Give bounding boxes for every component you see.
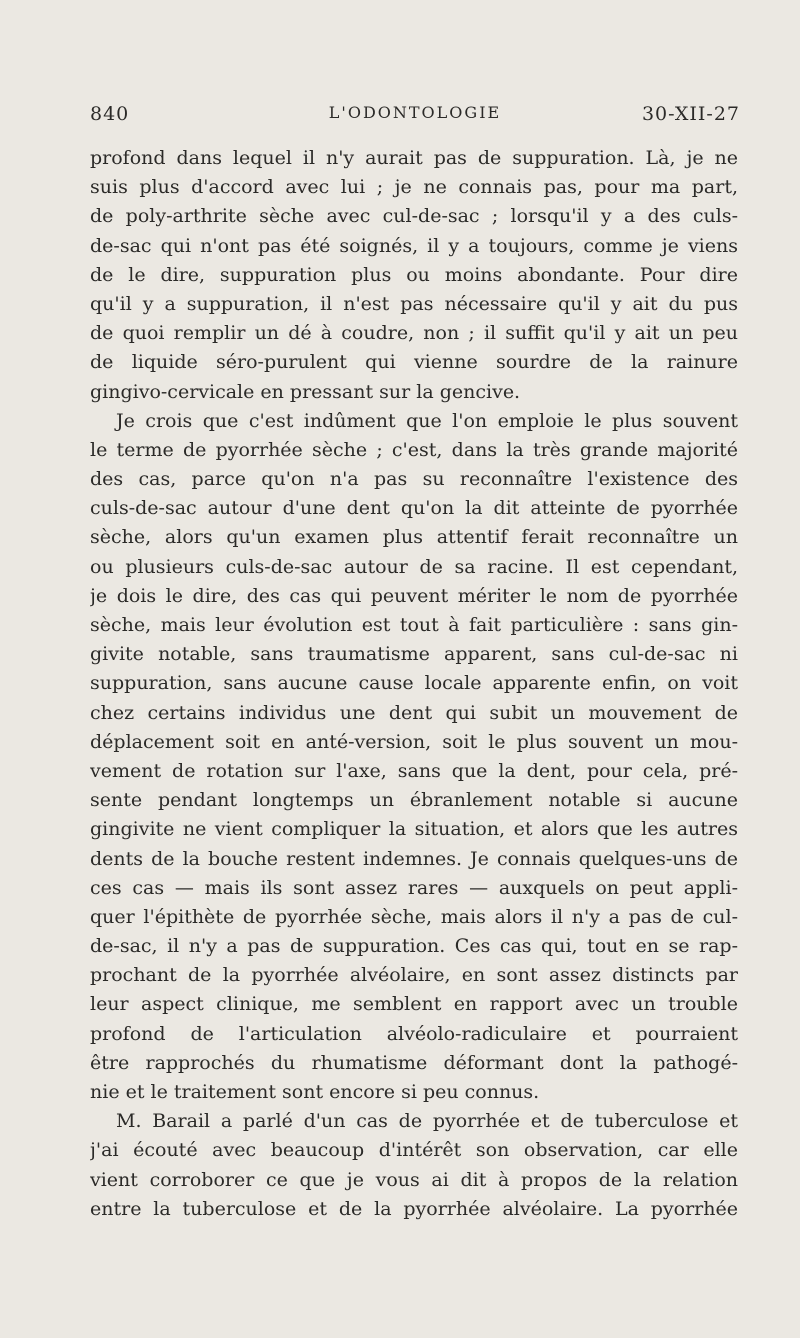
text-line: de-sac, il n'y a pas de suppuration. Ces cas qui, tout en se rap- — [90, 935, 738, 958]
text-line: givite notable, sans traumatisme apparent, sans cul-de-sac ni — [90, 643, 738, 666]
text-line: chez certains individus une dent qui subit un mouvement de — [90, 701, 738, 724]
text-line: de le dire, suppuration plus ou moins abondante. Pour dire — [90, 263, 738, 286]
body-text — [90, 144, 738, 1224]
text-line: le terme de pyorrhée sèche ; c'est, dans la très grande majorité — [90, 438, 738, 461]
text-line: dents de la bouche restent indemnes. Je connais quelques-uns de — [90, 847, 738, 870]
text-line: vement de rotation sur l'axe, sans que la dent, pour cela, pré- — [90, 759, 738, 782]
text-line: sèche, alors qu'un examen plus attentif ferait reconnaître un — [90, 526, 738, 549]
text-line: être rapprochés du rhumatisme déformant dont la pathogé- — [90, 1051, 738, 1074]
text-line: sèche, mais leur évolution est tout à fait particulière : sans gin- — [90, 614, 738, 636]
text-line: déplacement soit en anté-version, soit le plus souvent un mou- — [90, 730, 738, 753]
text-line: de poly-arthrite sèche avec cul-de-sac ; lorsqu'il y a des culs- — [90, 205, 738, 228]
text-line: des cas, parce qu'on n'a pas su reconnaître l'existence des — [90, 468, 738, 491]
text-line: de quoi remplir un dé à coudre, non ; il suffit qu'il y ait un peu — [90, 322, 738, 345]
text-line: leur aspect clinique, me semblent en rapport avec un trouble — [90, 993, 738, 1016]
journal-title: L'ODONTOLOGIE — [328, 103, 502, 122]
text-line: prochant de la pyorrhée alvéolaire, en sont assez distincts par — [90, 964, 738, 987]
text-line: de-sac qui n'ont pas été soignés, il y a toujours, comme je viens — [90, 234, 738, 257]
text-line: Je crois que c'est indûment que l'on emploie le plus souvent — [116, 409, 738, 432]
text-line: nie et le traitement sont encore si peu connus. — [90, 1081, 540, 1103]
text-line: gingivite ne vient compliquer la situation, et alors que les autres — [90, 818, 738, 841]
text-line: culs-de-sac autour d'une dent qu'on la dit atteinte de pyorrhée — [90, 497, 738, 520]
text-line: ces cas — mais ils sont assez rares — auxquels on peut appli- — [90, 876, 738, 899]
text-line: sente pendant longtemps un ébranlement notable si aucune — [90, 789, 738, 812]
text-line: quer l'épithète de pyorrhée sèche, mais alors il n'y a pas de cul- — [90, 905, 738, 928]
text-line: vient corroborer ce que je vous ai dit à propos de la relation — [90, 1168, 738, 1191]
text-line: suppuration, sans aucune cause locale apparente enfin, on voit — [90, 672, 738, 695]
page-number: 840 — [90, 103, 130, 125]
text-line: suis plus d'accord avec lui ; je ne connais pas, pour ma part, — [90, 176, 738, 199]
text-line: ou plusieurs culs-de-sac autour de sa racine. Il est cependant, — [90, 555, 738, 578]
text-line: entre la tuberculose et de la pyorrhée alvéolaire. La pyorrhée — [90, 1197, 738, 1220]
running-header — [90, 103, 740, 131]
text-line: profond de l'articulation alvéolo-radiculaire et pourraient — [90, 1022, 738, 1045]
text-line: de liquide séro-purulent qui vienne sourdre de la rainure — [90, 351, 738, 374]
text-line: j'ai écouté avec beaucoup d'intérêt son observation, car elle — [90, 1139, 738, 1162]
issue-date: 30-XII-27 — [641, 103, 740, 125]
text-line: qu'il y a suppuration, il n'est pas nécessaire qu'il y ait du pus — [90, 292, 738, 315]
text-line: je dois le dire, des cas qui peuvent mériter le nom de pyorrhée — [90, 584, 738, 607]
text-line: M. Barail a parlé d'un cas de pyorrhée et de tuberculose et — [116, 1110, 738, 1133]
text-line: gingivo-cervicale en pressant sur la gencive. — [90, 380, 521, 403]
text-line: profond dans lequel il n'y aurait pas de suppuration. Là, je ne — [90, 147, 738, 169]
